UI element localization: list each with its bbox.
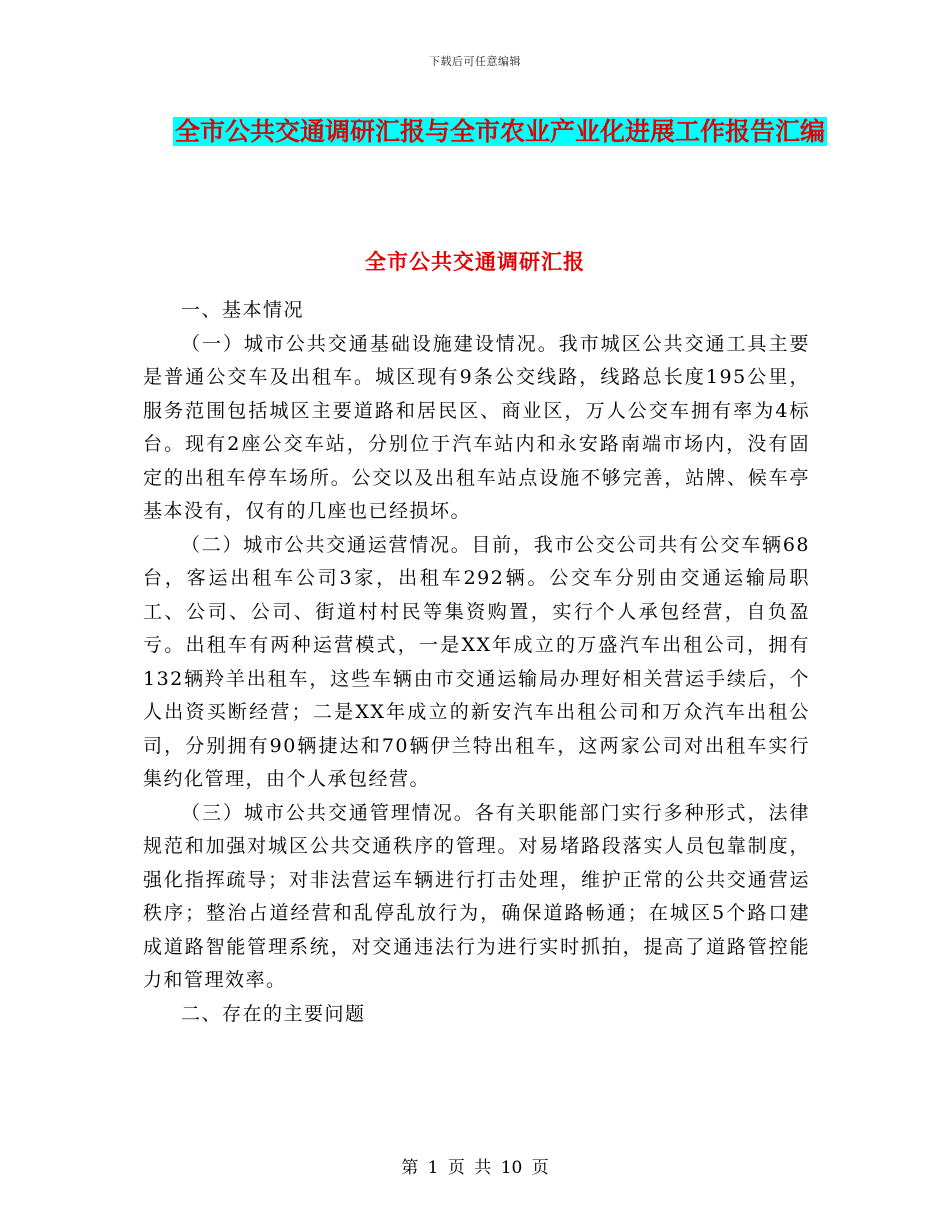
page-footer: 第 1 页 共 10 页	[401, 1158, 549, 1178]
section-title: 全市公共交通调研汇报	[365, 249, 585, 274]
body-text	[143, 294, 810, 1031]
header-note: 下载后可任意编辑	[429, 55, 521, 68]
paragraph-operations: （二）城市公共交通运营情况。目前，我市公交公司共有公交车辆68台，客运出租车公司3家，出租车292辆。公交车分别由交通运输局职工、公司、公司、街道村村民等集资购置，实行个人承包经营，自负盈亏。出租车有两种运营模式，一是XX年成立的万盛汽车出租公司，拥有132辆羚羊出租车，这些车辆由市交通运输局办理好相关营运手续后，个人出资买断经营；二是XX年成立的新安汽车出租公司和万众汽车出租公司，分别拥有90辆捷达和70辆伊兰特出租车，这两家公司对出租车实行集约化管理，由个人承包经营。	[143, 533, 810, 790]
paragraph-management: （三）城市公共交通管理情况。各有关职能部门实行多种形式，法律规范和加强对城区公共交通秩序的管理。对易堵路段落实人员包靠制度，强化指挥疏导；对非法营运车辆进行打击处理，维护正常的公共交通营运秩序；整治占道经营和乱停乱放行为，确保道路畅通；在城区5个路口建成道路智能管理系统，对交通违法行为进行实时抓拍，提高了道路管控能力和管理效率。	[143, 801, 810, 991]
heading-basic-situation: 一、基本情况	[181, 299, 305, 321]
document-title-text: 全市公共交通调研汇报与全市农业产业化进展工作报告汇编	[174, 117, 825, 146]
document-title	[140, 110, 860, 154]
heading-main-problems: 二、存在的主要问题	[181, 1002, 366, 1025]
paragraph-infrastructure: （一）城市公共交通基础设施建设情况。我市城区公共交通工具主要是普通公交车及出租车。城区现有9条公交线路，线路总长度195公里，服务范围包括城区主要道路和居民区、商业区，万人公交车拥有率为4标台。现有2座公交车站，分别位于汽车站内和永安路南端市场内，没有固定的出租车停车场所。公交以及出租车站点设施不够完善，站牌、候车亭基本没有，仅有的几座也已经损坏。	[143, 332, 810, 522]
